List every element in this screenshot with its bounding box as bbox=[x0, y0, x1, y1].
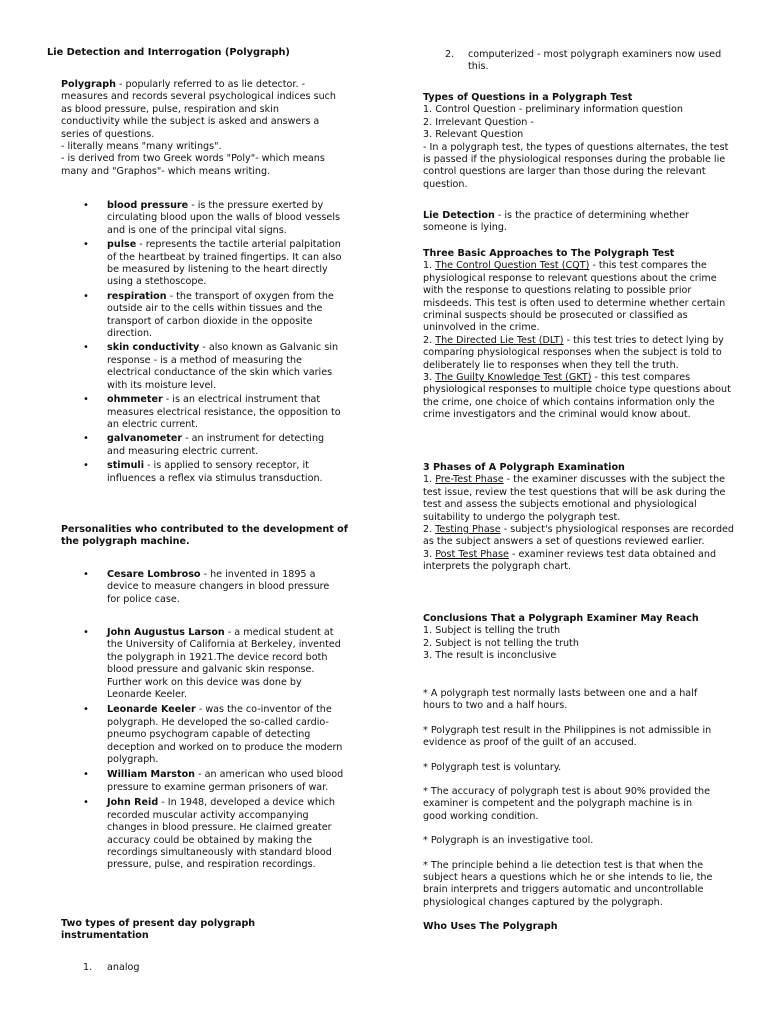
notes-section bbox=[423, 688, 713, 934]
list-item: • Leonarde Keeler - was the co-inventor of the polygraph. He developed the so-called cardio-pneumo psychogram capable of detecting deception and worked on to produce the modern polygraph. bbox=[107, 704, 345, 766]
polygraph-term: Polygraph bbox=[61, 79, 116, 90]
list-item: • Cesare Lombroso - he invented in 1895 a device to measure changers in blood pressure for police case. bbox=[107, 569, 345, 606]
list-item: • stimuli - is applied to sensory receptor, it influences a reflex via stimulus transduction. bbox=[107, 460, 345, 485]
section-heading: Types of Questions in a Polygraph Test bbox=[423, 92, 633, 103]
list-item: • pulse - represents the tactile arterial palpitation of the heartbeat by trained fingertips. It can also be measured by listening to the heart directly using a stethoscope. bbox=[107, 239, 345, 289]
type-analog: 1. analog bbox=[83, 962, 140, 973]
list-number: 1. bbox=[83, 962, 93, 973]
conclusions-section: Conclusions That a Polygraph Examiner May Reach 1. Subject is telling the truth 2. Subject is not telling the truth 3. The result is inconclusive bbox=[423, 613, 713, 663]
section-heading: Three Basic Approaches to The Polygraph Test bbox=[423, 248, 675, 259]
terms-list bbox=[107, 200, 345, 485]
list-item: • blood pressure - is the pressure exerted by circulating blood upon the walls of blood vessels and is one of the principal vital signs. bbox=[107, 200, 345, 237]
approaches-section: Three Basic Approaches to The Polygraph Test 1. The Control Question Test (CQT) - this test compares the physiological response to relevant questions about the crime with the response to questions relating to possible prior misdeeds. This test is often used to determine whether certain criminal suspects should be prosecuted or classified as uninvolved in the crime. 2. The Directed Lie Test (DLT) - this test tries to detect lying by comparing physiological responses when the subject is told to deliberately lie to responses when they tell the truth. 3. The Guilty Knowledge Test (GKT) - this test compares physiological responses to multiple choice type questions about the crime, one choice of which contains information only the crime investigators and the criminal would know about. bbox=[423, 248, 735, 422]
section-heading: Conclusions That a Polygraph Examiner May Reach bbox=[423, 613, 699, 624]
phases-section: 3 Phases of A Polygraph Examination 1. Pre-Test Phase - the examiner discusses with the subject the test issue, review the test questions that will be ask during the test and assess the subjects emotional and physiological suitability to undergo the polygraph test. 2. Testing Phase - subject's physiological responses are recorded as the subject answers a set of questions reviewed earlier. 3. Post Test Phase - examiner reviews test data obtained and interprets the polygraph chart. bbox=[423, 462, 735, 573]
note: * Polygraph test result in the Philippines is not admissible in evidence as proof of the guilt of an accused. bbox=[423, 724, 712, 749]
note: * Polygraph test is voluntary. bbox=[423, 761, 562, 773]
note: * Polygraph is an investigative tool. bbox=[423, 835, 594, 847]
lie-detection-definition: Lie Detection - is the practice of determining whether someone is lying. bbox=[423, 210, 689, 234]
person-lombroso bbox=[107, 569, 345, 606]
intro-paragraph: Polygraph - popularly referred to as lie detector. - measures and records several psychological indices such as blood pressure, pulse, respiration and skin conductivity while the subject is asked and answers a series of questions. - literally means "many writings". - is derived from two Greek words "Poly"- which means many and "Graphos"- which means writing. bbox=[61, 79, 337, 177]
document-title: Lie Detection and Interrogation (Polygraph) bbox=[47, 47, 290, 58]
list-item: • John Augustus Larson - a medical student at the University of California at Berkeley, invented the polygraph in 1921.The device record both blood pressure and galvanic skin response. Further work on this device was done by Leonarde Keeler. bbox=[107, 627, 345, 701]
section-heading: Who Uses The Polygraph bbox=[423, 921, 558, 933]
list-item: • ohmmeter - is an electrical instrument that measures electrical resistance, the opposition to an electric current. bbox=[107, 394, 345, 431]
section-heading: 3 Phases of A Polygraph Examination bbox=[423, 462, 625, 473]
instrumentation-heading: Two types of present day polygraph instrumentation bbox=[61, 918, 256, 942]
list-item: • respiration - the transport of oxygen from the outside air to the cells within tissues and the transport of carbon dioxide in the opposite direction. bbox=[107, 291, 345, 341]
type-computerized: 2. computerized - most polygraph examiners now used this. bbox=[445, 49, 722, 73]
list-item: • John Reid - In 1948, developed a device which recorded muscular activity accompanying changes in blood pressure. He claimed greater accuracy could be obtained by making the recordings simultaneously with standard blood pressure, pulse, and respiration recordings. bbox=[107, 797, 345, 871]
list-item: • skin conductivity - also known as Galvanic sin response - is a method of measuring the electrical conductance of the skin which varies with its moisture level. bbox=[107, 342, 345, 392]
questions-section: Types of Questions in a Polygraph Test 1. Control Question - preliminary information question 2. Irrelevant Question - 3. Relevant Question - In a polygraph test, the types of questions alternates, the test is passed if the physiological responses during the probable lie control questions are larger than those during the relevant question. bbox=[423, 92, 735, 191]
list-item: • William Marston - an american who used blood pressure to examine german prisoners of war. bbox=[107, 769, 345, 794]
list-number: 2. bbox=[445, 49, 455, 60]
note: * The accuracy of polygraph test is about 90% provided the examiner is competent and the polygraph machine is in good working condition. bbox=[423, 786, 711, 822]
note: * A polygraph test normally lasts between one and a half hours to two and a half hours. bbox=[423, 688, 698, 712]
personalities-heading: Personalities who contributed to the development of the polygraph machine. bbox=[61, 524, 348, 548]
persons-list bbox=[107, 627, 345, 872]
note: * The principle behind a lie detection test is that when the subject hears a questions which he or she intends to lie, the brain interprets and triggers automatic and uncontrollable physiological changes captured by the polygraph. bbox=[423, 859, 713, 908]
list-item: • galvanometer - an instrument for detecting and measuring electric current. bbox=[107, 433, 345, 458]
